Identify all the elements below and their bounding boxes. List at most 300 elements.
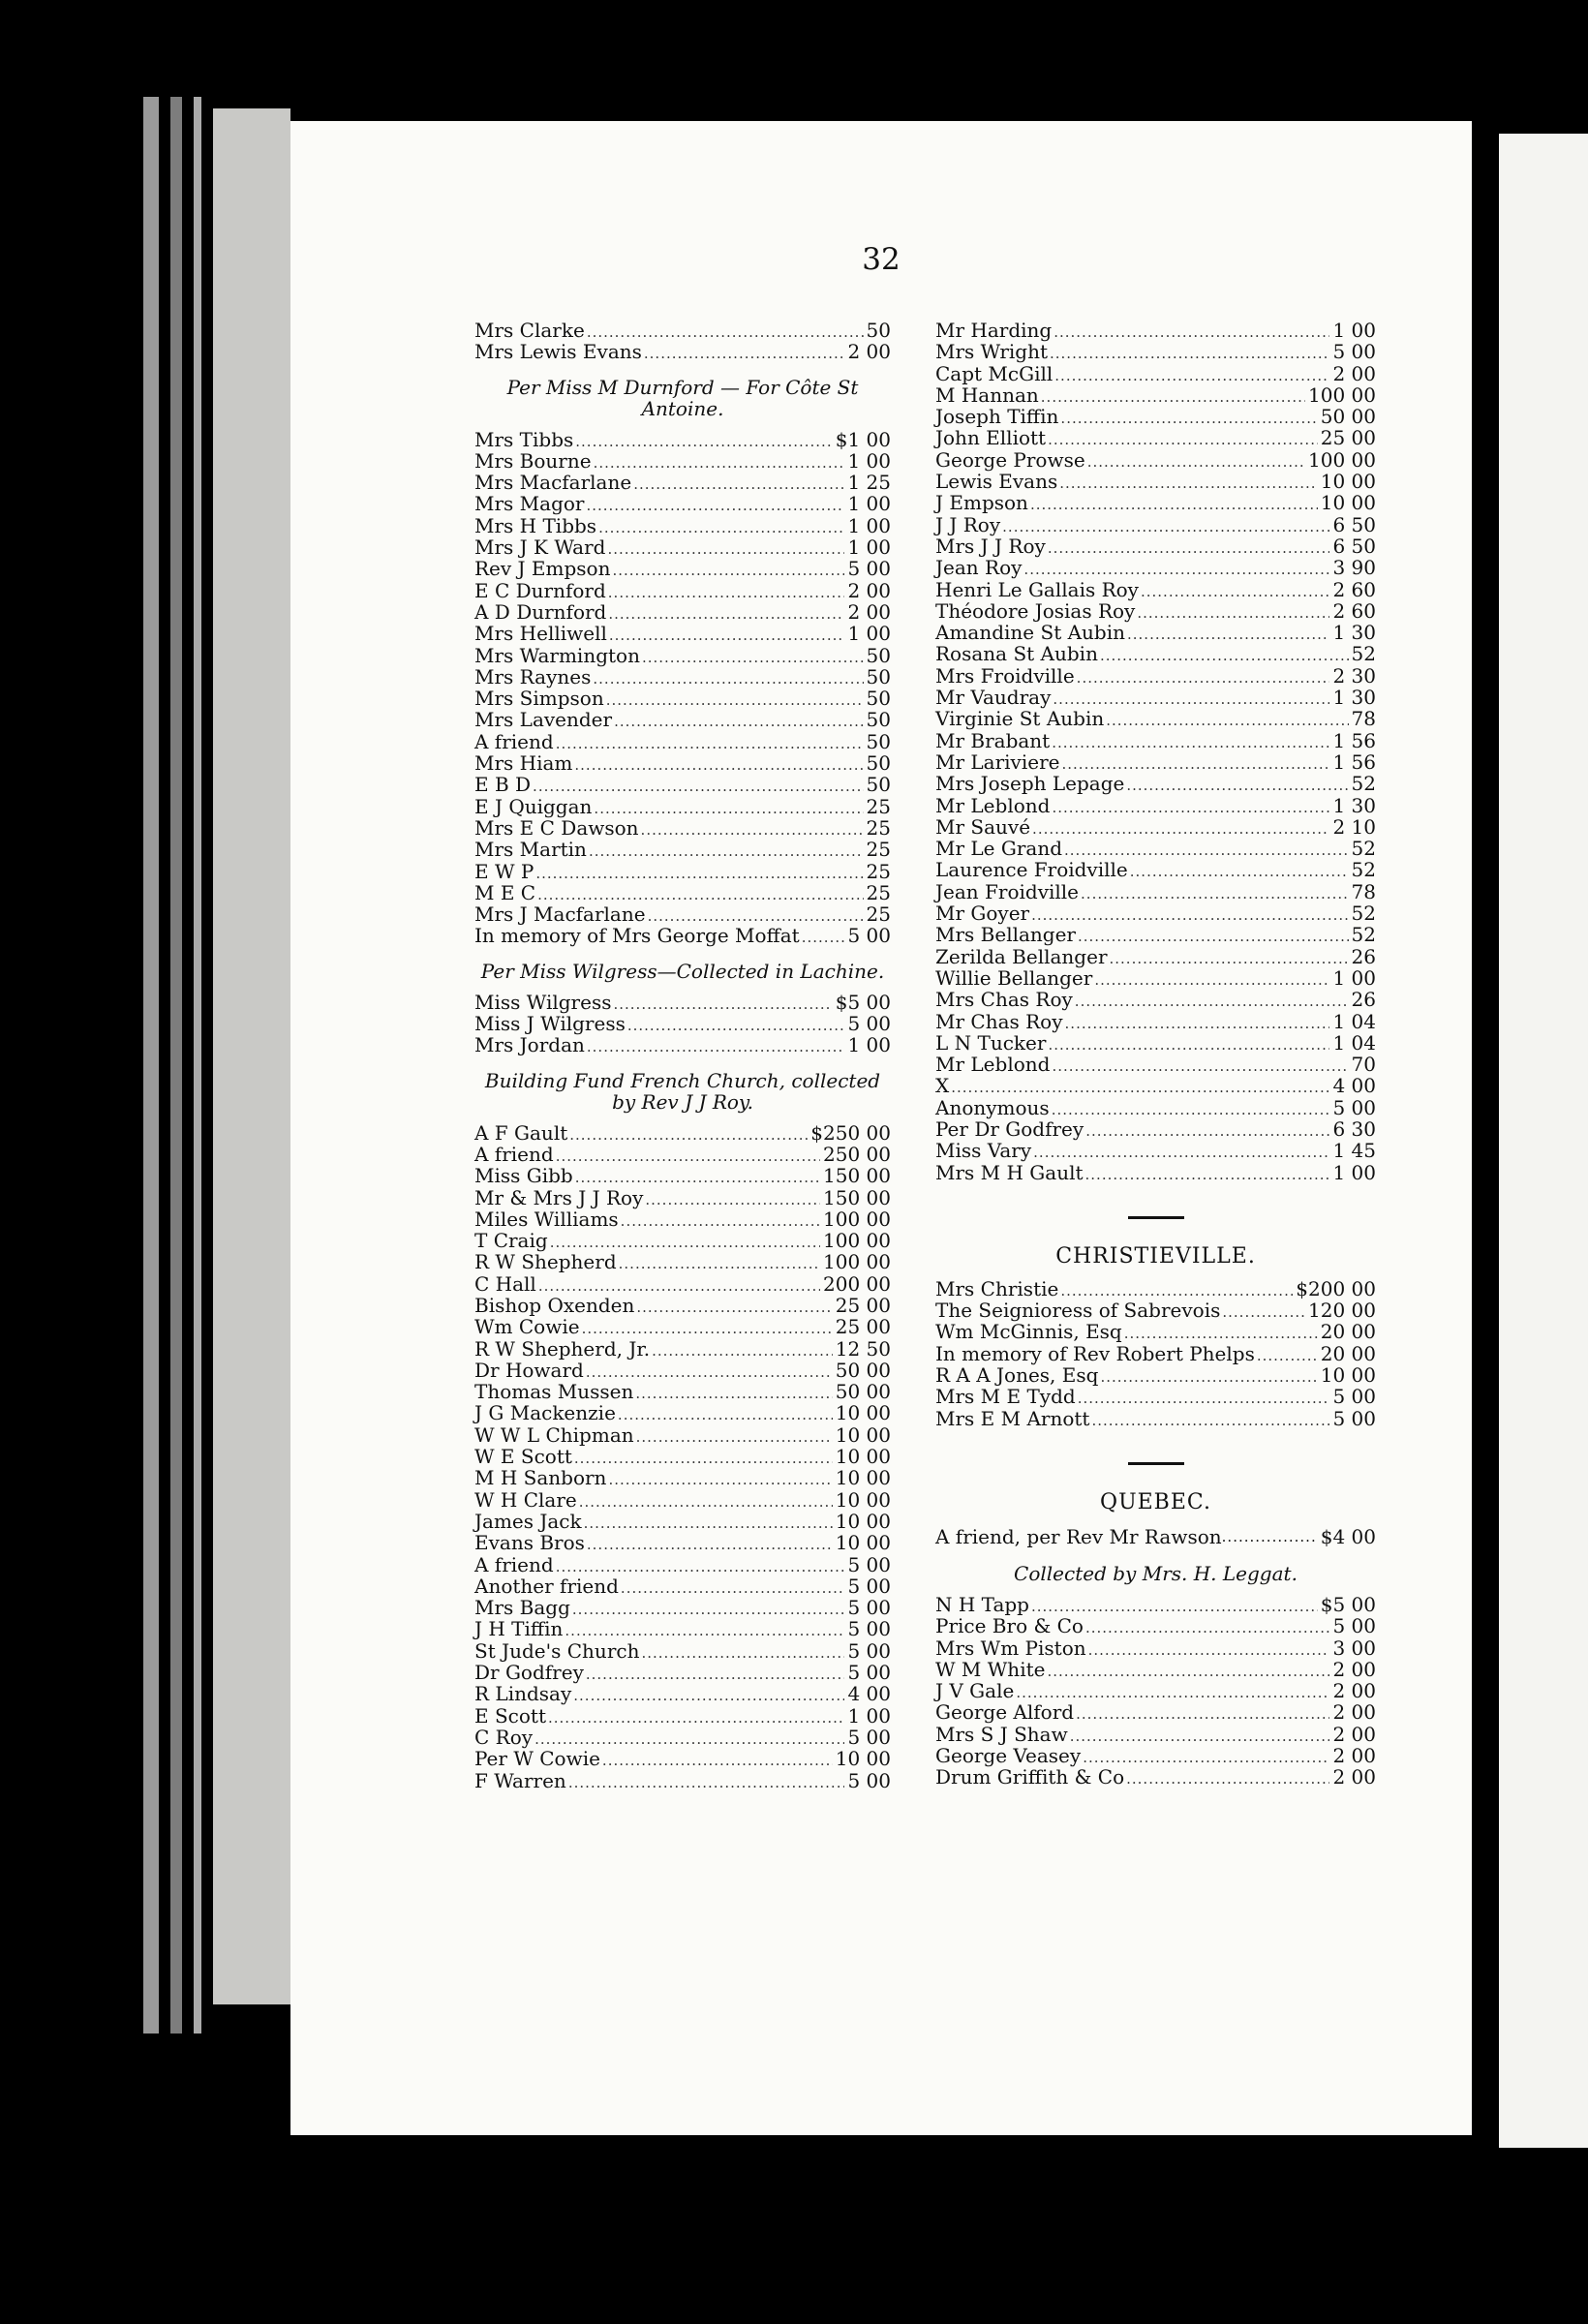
donation-amount: 1 00: [1332, 965, 1376, 990]
donor-row: [935, 881, 1376, 902]
donor-name: C Roy: [474, 1725, 534, 1749]
donation-amount: 52: [1351, 642, 1376, 666]
donor-name: Mrs M E Tydd: [935, 1385, 1076, 1409]
dot-leader: [569, 1124, 808, 1146]
donor-name: Mr Vaudray: [935, 686, 1052, 710]
dot-leader: [587, 1534, 833, 1555]
donor-list: [935, 1594, 1376, 1789]
donation-amount: 25: [866, 815, 891, 840]
donor-list: [474, 320, 891, 363]
donation-amount: 100 00: [1308, 447, 1376, 472]
donor-name: The Seignioress of Sabrevois: [935, 1299, 1221, 1323]
donation-amount: 50: [866, 643, 891, 667]
donor-row: [935, 1011, 1376, 1032]
donation-amount: 50: [866, 687, 891, 711]
donor-row: [474, 882, 891, 903]
donor-name: In memory of Mrs George Moffat: [474, 924, 800, 948]
donor-name: Willie Bellanger: [935, 965, 1093, 990]
donation-amount: $5 00: [1320, 1592, 1376, 1616]
donor-row: [935, 730, 1376, 751]
donor-name: N H Tapp: [935, 1592, 1029, 1616]
dot-leader: [1030, 494, 1318, 515]
donation-amount: 10 00: [835, 1531, 891, 1555]
dot-leader: [1077, 667, 1330, 688]
facing-page-edge: [1499, 134, 1588, 2148]
donation-amount: 50: [866, 319, 891, 342]
donor-name: R W Shepherd: [474, 1250, 617, 1274]
donor-row: [935, 363, 1376, 384]
donation-amount: 20 00: [1320, 1320, 1376, 1344]
donor-name: Per Dr Godfrey: [935, 1116, 1084, 1141]
donation-amount: 25: [866, 880, 891, 904]
donor-name: Mrs Clarke: [474, 319, 585, 342]
donation-amount: 1 00: [847, 535, 891, 560]
donor-name: Mr Chas Roy: [935, 1009, 1063, 1033]
donor-name: Mrs Helliwell: [474, 622, 607, 646]
dot-leader: [627, 1015, 845, 1036]
dot-leader: [1078, 926, 1349, 947]
donation-amount: 52: [1351, 858, 1376, 882]
donor-row: [474, 817, 891, 839]
donation-amount: 10 00: [835, 1445, 891, 1469]
donor-name: Mrs Magor: [474, 492, 585, 516]
donation-amount: 2 00: [1332, 1744, 1376, 1768]
donation-amount: 1 00: [847, 513, 891, 537]
donor-row: [935, 579, 1376, 600]
donation-amount: 100 00: [823, 1207, 891, 1231]
donor-row: [935, 1032, 1376, 1054]
dot-leader: [613, 994, 832, 1015]
donation-amount: $5 00: [835, 990, 891, 1014]
donation-amount: 250 00: [823, 1142, 891, 1166]
dot-leader: [641, 1642, 844, 1664]
donor-row: [935, 1278, 1376, 1300]
donor-row: [474, 752, 891, 774]
dot-leader: [1047, 1661, 1329, 1682]
donor-name: J V Gale: [935, 1679, 1015, 1703]
donor-row: [474, 1489, 891, 1511]
donor-name: A friend: [474, 1552, 554, 1576]
donation-amount: 150 00: [823, 1185, 891, 1209]
donation-amount: 1 00: [1332, 1160, 1376, 1184]
donor-row: [474, 1640, 891, 1662]
dot-leader: [1257, 1345, 1318, 1366]
dot-leader: [568, 1772, 845, 1793]
donation-amount: 1 00: [1332, 319, 1376, 342]
donor-name: In memory of Rev Robert Phelps: [935, 1341, 1255, 1365]
donor-row: [935, 1118, 1376, 1140]
donor-name: J J Roy: [935, 512, 1001, 536]
donation-amount: 25: [866, 859, 891, 883]
donation-amount: 5 00: [1332, 340, 1376, 364]
donation-amount: 50: [866, 751, 891, 776]
donor-name: Wm Cowie: [474, 1315, 580, 1339]
donor-row: [474, 1338, 891, 1360]
dot-leader: [602, 1750, 833, 1771]
donor-row: [935, 514, 1376, 535]
dot-leader: [1052, 732, 1329, 753]
donor-row: [474, 731, 891, 752]
donor-row: [935, 535, 1376, 557]
donor-name: W M White: [935, 1657, 1046, 1681]
donor-name: Mr Brabant: [935, 728, 1051, 752]
donor-name: Mrs Wright: [935, 340, 1048, 364]
donation-amount: 2 00: [847, 599, 891, 624]
donation-amount: 1 00: [847, 492, 891, 516]
donation-amount: 2 10: [1332, 814, 1376, 839]
donation-amount: 1 04: [1332, 1009, 1376, 1033]
donor-row: [474, 1662, 891, 1683]
donor-row: [474, 450, 891, 472]
dot-leader: [1100, 1366, 1317, 1388]
donor-name: Mr & Mrs J J Roy: [474, 1185, 644, 1209]
donor-row: [474, 1316, 891, 1337]
dot-leader: [574, 1448, 833, 1469]
donor-name: Mrs Raynes: [474, 664, 592, 688]
donor-row: [474, 688, 891, 709]
donor-list: [474, 1122, 891, 1791]
donor-name: W W L Chipman: [474, 1422, 634, 1447]
donation-amount: 5 00: [847, 1725, 891, 1749]
dot-leader: [1052, 1099, 1330, 1120]
dot-leader: [572, 1599, 845, 1620]
donation-amount: 2 00: [847, 340, 891, 364]
donation-amount: 10 00: [1320, 491, 1376, 515]
donor-row: [935, 967, 1376, 989]
donation-amount: 52: [1351, 902, 1376, 926]
donation-amount: 1 00: [847, 622, 891, 646]
donor-row: [935, 665, 1376, 687]
donor-name: Rev J Empson: [474, 557, 611, 581]
donor-row: [935, 1745, 1376, 1766]
donation-amount: 10 00: [835, 1487, 891, 1512]
donation-amount: 1 30: [1332, 686, 1376, 710]
donor-row: [474, 1554, 891, 1575]
donor-list: [474, 992, 891, 1056]
dot-leader: [1222, 1301, 1305, 1323]
donor-name: St Jude's Church: [474, 1638, 640, 1663]
dot-leader: [1127, 624, 1329, 645]
donor-name: T Craig: [474, 1229, 548, 1253]
donor-name: R Lindsay: [474, 1682, 572, 1706]
dot-leader: [589, 841, 864, 862]
donor-name: J H Tiffin: [474, 1617, 564, 1641]
section-rule: [1128, 1216, 1184, 1219]
donation-amount: 52: [1351, 837, 1376, 861]
donor-row: [935, 622, 1376, 643]
donor-row: [935, 989, 1376, 1010]
dot-leader: [1050, 343, 1329, 364]
donor-row: [474, 861, 891, 882]
dot-leader: [1100, 645, 1349, 666]
donation-amount: 70: [1351, 1053, 1376, 1077]
donor-name: Mrs Froidville: [935, 663, 1075, 688]
dot-leader: [1085, 1617, 1330, 1638]
dot-leader: [1052, 797, 1329, 818]
dot-leader: [1085, 1120, 1329, 1142]
dot-leader: [574, 754, 863, 776]
donor-row: [474, 1402, 891, 1423]
donation-amount: 25 00: [835, 1315, 891, 1339]
donor-row: [935, 406, 1376, 427]
donation-amount: 3 00: [1332, 1636, 1376, 1660]
donor-row: [935, 1364, 1376, 1386]
donation-amount: $1 00: [835, 427, 891, 451]
donor-row: [935, 320, 1376, 341]
donation-amount: 5 00: [847, 924, 891, 948]
donation-amount: 2 60: [1332, 577, 1376, 601]
donor-name: E B D: [474, 773, 532, 797]
donor-row: [935, 1408, 1376, 1429]
document-page: [290, 121, 1472, 2135]
donation-amount: $4 00: [1320, 1524, 1376, 1548]
donor-name: Mrs Bagg: [474, 1596, 570, 1620]
donor-row: [474, 601, 891, 623]
dot-leader: [1091, 1410, 1329, 1431]
donor-row: [935, 1321, 1376, 1342]
donor-name: Mrs Lewis Evans: [474, 340, 642, 364]
donor-name: Théodore Josias Roy: [935, 598, 1136, 623]
donation-amount: 10 00: [1320, 1363, 1376, 1388]
donor-row: [474, 558, 891, 579]
dot-leader: [608, 1469, 832, 1490]
dot-leader: [1110, 948, 1349, 969]
dot-leader: [1048, 429, 1318, 450]
donor-row: [935, 1075, 1376, 1096]
donor-name: George Alford: [935, 1700, 1075, 1725]
dot-leader: [556, 733, 864, 754]
dot-leader: [587, 1036, 845, 1057]
donation-amount: 6 50: [1332, 534, 1376, 558]
donor-name: E W P: [474, 859, 534, 883]
dot-leader: [633, 474, 844, 495]
donor-row: [474, 903, 891, 925]
donor-name: Mr Lariviere: [935, 749, 1060, 774]
donor-row: [474, 839, 891, 860]
donation-amount: 50: [866, 708, 891, 732]
donation-amount: 1 45: [1332, 1139, 1376, 1163]
donor-row: [474, 1532, 891, 1553]
donor-name: George Veasey: [935, 1744, 1082, 1768]
dot-leader: [1126, 1768, 1329, 1789]
donor-row: [935, 1724, 1376, 1745]
donor-name: Laurence Froidville: [935, 858, 1128, 882]
donor-name: James Jack: [474, 1509, 582, 1533]
donation-amount: 100 00: [823, 1229, 891, 1253]
donor-name: A D Durnford: [474, 599, 607, 624]
donor-name: Mrs Chas Roy: [935, 988, 1073, 1012]
donor-name: C Hall: [474, 1271, 536, 1296]
donor-name: Per W Cowie: [474, 1747, 600, 1771]
donor-name: Wm McGinnis, Esq: [935, 1320, 1122, 1344]
donor-row: [935, 1343, 1376, 1364]
donor-name: Mrs Wm Piston: [935, 1636, 1086, 1660]
dot-leader: [1054, 321, 1329, 343]
donor-name: Miss Vary: [935, 1139, 1032, 1163]
donation-amount: 78: [1351, 707, 1376, 731]
donor-name: Miles Williams: [474, 1207, 619, 1231]
donor-name: A friend: [474, 1142, 554, 1166]
dot-leader: [1054, 365, 1329, 386]
book-edge-strip: [213, 108, 290, 2004]
donation-amount: 10 00: [835, 1509, 891, 1533]
donation-amount: 2 30: [1332, 663, 1376, 688]
donor-row: [474, 1144, 891, 1165]
dot-leader: [618, 1404, 833, 1425]
dot-leader: [1222, 1524, 1317, 1549]
donor-row: [935, 1615, 1376, 1636]
dot-leader: [644, 343, 845, 364]
donor-name: E J Quiggan: [474, 794, 593, 818]
donation-amount: 100 00: [823, 1250, 891, 1274]
dot-leader: [607, 538, 844, 560]
donor-name: Price Bro & Co: [935, 1614, 1084, 1638]
donation-amount: 6 50: [1332, 512, 1376, 536]
donor-row: [474, 493, 891, 514]
donation-amount: 10 00: [835, 1401, 891, 1425]
donor-name: Mrs Bourne: [474, 448, 592, 473]
donation-amount: 5 00: [1332, 1385, 1376, 1409]
donor-list: [935, 320, 1376, 1183]
dot-leader: [621, 1210, 820, 1232]
donor-name: Drum Griffith & Co: [935, 1765, 1125, 1789]
donor-name: Lewis Evans: [935, 470, 1058, 494]
donor-row: [474, 666, 891, 688]
donor-row: [935, 838, 1376, 859]
donor-name: Mrs E C Dawson: [474, 815, 639, 840]
donation-amount: 1 00: [847, 1033, 891, 1057]
donor-row: [935, 492, 1376, 513]
book-edge-strip: [194, 97, 201, 2034]
donor-name: Mrs Christie: [935, 1276, 1059, 1300]
donation-amount: 1 30: [1332, 621, 1376, 645]
donation-amount: 6 30: [1332, 1116, 1376, 1141]
donation-amount: 2 00: [1332, 361, 1376, 385]
donor-row: [474, 320, 891, 341]
donor-row: [935, 751, 1376, 773]
dot-leader: [1126, 775, 1348, 796]
donor-name: Bishop Oxenden: [474, 1293, 635, 1317]
donor-name: Miss J Wilgress: [474, 1012, 626, 1036]
donor-row: [474, 1618, 891, 1639]
donation-amount: 1 56: [1332, 728, 1376, 752]
donor-name: Mr Leblond: [935, 793, 1051, 817]
donation-amount: 78: [1351, 879, 1376, 903]
dot-leader: [608, 582, 845, 603]
donation-amount: 50: [866, 664, 891, 688]
donor-name: Mrs Martin: [474, 838, 587, 862]
donation-amount: 200 00: [823, 1271, 891, 1296]
donor-name: A F Gault: [474, 1120, 568, 1145]
dot-leader: [652, 1340, 833, 1361]
donor-name: W H Clare: [474, 1487, 577, 1512]
donation-amount: 100 00: [1308, 382, 1376, 407]
dot-leader: [584, 1513, 833, 1534]
donor-name: Miss Wilgress: [474, 990, 612, 1014]
donation-amount: 50 00: [1320, 405, 1376, 429]
donation-amount: 25: [866, 902, 891, 927]
donation-amount: 10 00: [1320, 470, 1376, 494]
donor-row: [474, 1295, 891, 1316]
donor-name: Mrs Jordan: [474, 1033, 585, 1057]
donation-amount: 10 00: [835, 1747, 891, 1771]
donor-name: Mrs H Tibbs: [474, 513, 597, 537]
dot-leader: [636, 1426, 833, 1448]
donation-amount: 3 90: [1332, 556, 1376, 580]
donor-name: W E Scott: [474, 1445, 572, 1469]
donor-row: [935, 1680, 1376, 1701]
dot-leader: [619, 1253, 820, 1274]
donor-name: Mrs Simpson: [474, 687, 604, 711]
donor-name: Mrs J J Roy: [935, 534, 1046, 558]
donor-row: [935, 1766, 1376, 1788]
dot-leader: [802, 927, 845, 948]
donor-row: [935, 816, 1376, 838]
donation-amount: $200 00: [1296, 1276, 1376, 1300]
section-heading: Collected by Mrs. H. Leggat.: [1014, 1561, 1298, 1585]
donor-row: [474, 1705, 891, 1727]
donor-row: [474, 774, 891, 795]
donation-amount: 52: [1351, 923, 1376, 947]
donor-row: [474, 1230, 891, 1251]
donor-name: Rosana St Aubin: [935, 642, 1098, 666]
donation-amount: 25: [866, 838, 891, 862]
donor-name: M Hannan: [935, 382, 1039, 407]
donation-amount: 5 00: [847, 557, 891, 581]
donor-row: [474, 536, 891, 558]
donor-name: J G Mackenzie: [474, 1401, 616, 1425]
donor-row: [474, 1360, 891, 1381]
dot-leader: [612, 560, 844, 581]
dot-leader: [1081, 883, 1349, 904]
donation-amount: 2 00: [1332, 1657, 1376, 1681]
donor-row: [935, 902, 1376, 924]
dot-leader: [1130, 861, 1349, 882]
donor-name: R A A Jones, Esq: [935, 1363, 1099, 1388]
dot-leader: [598, 517, 844, 538]
donor-row: [474, 1251, 891, 1272]
donation-amount: 1 56: [1332, 749, 1376, 774]
book-edge-strip: [143, 97, 159, 2034]
dot-leader: [1052, 1055, 1348, 1077]
donation-amount: 50 00: [835, 1380, 891, 1404]
donation-amount: 1 25: [847, 471, 891, 495]
donation-amount: 1 00: [847, 1703, 891, 1728]
dot-leader: [608, 603, 844, 625]
donor-name: Mr Le Grand: [935, 837, 1063, 861]
donor-row: [474, 1727, 891, 1748]
donor-name: Amandine St Aubin: [935, 621, 1125, 645]
donation-amount: 2 00: [1332, 1722, 1376, 1746]
donation-amount: 2 00: [1332, 1765, 1376, 1789]
donor-name: Mrs J Macfarlane: [474, 902, 646, 927]
donor-name: Mrs S J Shaw: [935, 1722, 1068, 1746]
donor-name: A friend: [474, 729, 554, 753]
donor-name: Miss Gibb: [474, 1164, 573, 1188]
donor-row: [935, 1300, 1376, 1321]
dot-leader: [573, 1685, 844, 1706]
donation-amount: 52: [1351, 772, 1376, 796]
left-column: [474, 320, 891, 1791]
donor-row: [474, 1748, 891, 1769]
donation-amount: 2 00: [847, 578, 891, 602]
donor-row: [474, 992, 891, 1013]
donation-amount: 1 30: [1332, 793, 1376, 817]
donor-name: M E C: [474, 880, 536, 904]
donor-name: Jean Froidville: [935, 879, 1080, 903]
donor-name: Mr Leblond: [935, 1053, 1051, 1077]
donor-name: R W Shepherd, Jr.: [474, 1336, 651, 1361]
